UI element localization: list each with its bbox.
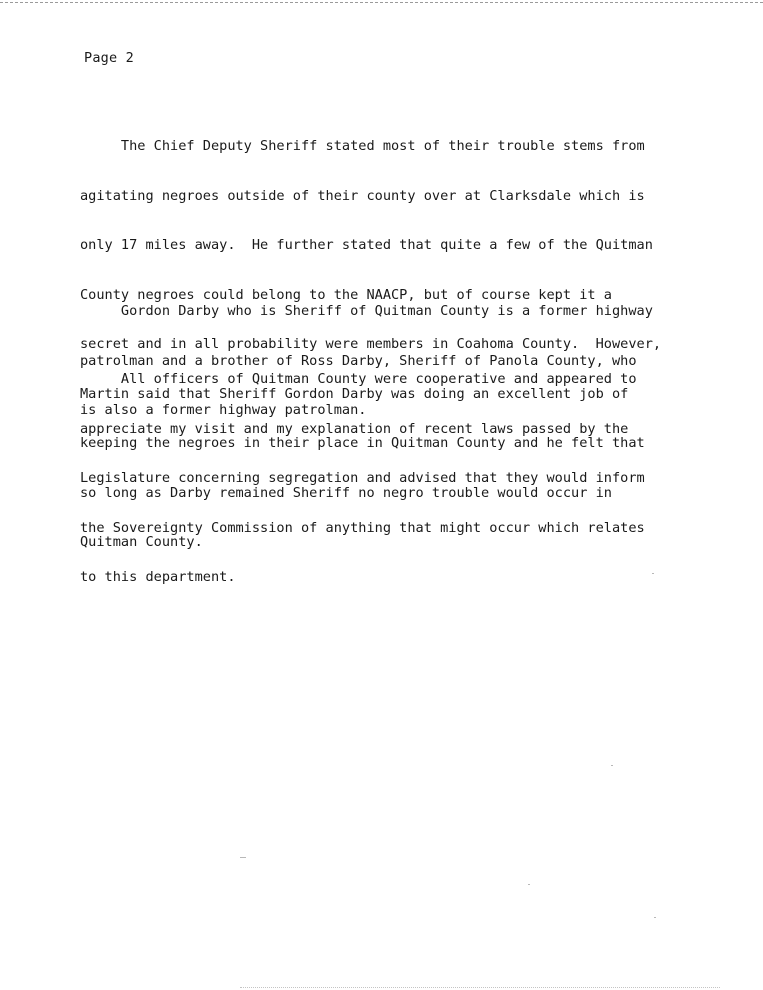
scan-speck xyxy=(528,884,530,885)
paragraph-officers xyxy=(80,338,645,602)
text-line: only 17 miles away. He further stated that quite a few of the Quitman xyxy=(80,237,653,253)
text-line: the Sovereignty Commission of anything that might occur which relates xyxy=(80,519,645,536)
scan-speck xyxy=(652,573,654,574)
text-line: agitating negroes outside of their county over at Clarksdale which is xyxy=(80,187,645,204)
text-line: secret and in all probability were members in Coahoma County. However, xyxy=(80,336,662,352)
text-line: Gordon Darby who is Sheriff of Quitman County is a former highway xyxy=(80,303,653,319)
text-line: is also a former highway patrolman. xyxy=(80,402,367,418)
text-line: patrolman and a brother of Ross Darby, Sheriff of Panola County, who xyxy=(80,352,637,369)
text-line: appreciate my visit and my explanation of recent laws passed by the xyxy=(80,420,629,437)
text-line: Martin said that Sheriff Gordon Darby was doing an excellent job of xyxy=(80,385,629,402)
scan-speck xyxy=(654,917,656,918)
text-line: so long as Darby remained Sheriff no negro trouble would occur in xyxy=(80,484,612,501)
text-line: The Chief Deputy Sheriff stated most of their trouble stems from xyxy=(80,138,645,154)
text-line: Quitman County. xyxy=(80,534,203,550)
text-line: Legislature concerning segregation and advised that they would inform xyxy=(80,470,645,486)
scan-speck xyxy=(240,857,246,858)
top-edge-rule xyxy=(0,2,763,3)
text-line: All officers of Quitman County were cooperative and appeared to xyxy=(80,371,637,387)
page-number: Page 2 xyxy=(84,50,134,66)
scan-speck xyxy=(611,765,613,766)
bottom-edge-marks xyxy=(240,987,720,988)
text-line: to this department. xyxy=(80,569,236,585)
text-line: keeping the negroes in their place in Quitman County and he felt that xyxy=(80,435,645,451)
text-line: County negroes could belong to the NAACP, but of course kept it a xyxy=(80,286,612,303)
